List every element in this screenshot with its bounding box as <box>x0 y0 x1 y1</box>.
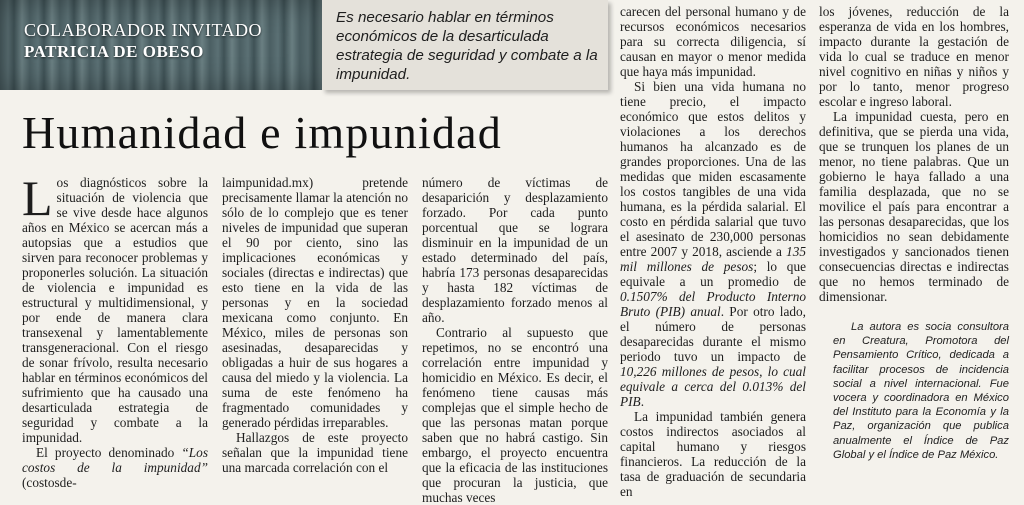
bio-text: La autora es socia consultora en Creatura, Promotora del Pensamiento Crítico, dedicada a facilitar procesos de incidencia social a nivel internacional. Fue vocera y coordinadora en México del Instituto para la Economía y la Paz, organización que publica anualmente el Índice de Paz Global y el Índice de Paz México. <box>833 321 1009 461</box>
pull-quote-box <box>322 0 608 90</box>
article-column-3 <box>422 175 608 505</box>
author-name: PATRICIA DE OBESO <box>24 42 204 61</box>
article-column-1 <box>22 170 208 490</box>
paragraph: La impunidad cuesta, pero en definitiva, que se pierda una vida, que se trunquen los planes de un menor, no tiene palabras. Que un gobierno le haya fallado a una familia desplazada, que no se movilice el país para encontrar a las personas desaparecidas, que los homicidios no sean debidamente investigados y sancionados tienen consecuencias directas e indirectas que no hemos terminado de dimensionar. <box>819 109 1009 304</box>
drop-cap: L <box>22 170 53 226</box>
paragraph-text: El proyecto denominado <box>36 445 182 460</box>
article-column-4 <box>620 4 806 499</box>
paragraph: laimpunidad.mx) pretende precisamente llamar la atención no sólo de lo complejo que es tener niveles de impunidad que superan el 90 por ciento, sino las implicaciones económicas y sociales (directas e indirectas) que esto tiene en la vida de las personas y en la sociedad mexicana como conjunto. En México, miles de personas son asesinadas, desaparecidas y obligadas a huir de sus hogares a causa del miedo y la violencia. La suma de este fenómeno ha fragmentado comunidades y generado pérdidas irreparables. <box>222 175 408 430</box>
highlight-figure: 135 mil millones de pesos <box>620 244 806 274</box>
article-column-5 <box>819 4 1009 304</box>
project-title: “Los costos de la impunidad” <box>22 445 208 475</box>
pull-quote: Es necesario hablar en términos económicos de la desarticulada estrategia de seguridad y combate a la impunidad. <box>336 9 598 83</box>
paragraph: los jóvenes, reducción de la esperanza de vida en los hombres, impacto durante la gestación de vida lo cual se traduce en menor nivel cognitivo en niñas y niños y por lo tanto, menor progreso escolar e ingreso laboral. <box>819 4 1009 109</box>
article-headline: Humanidad e impunidad <box>22 107 502 158</box>
paragraph: carecen del personal humano y de recursos económicos necesarios para su correcta diligencia, sí causan en mayor o menor medida que haya más impunidad. <box>620 4 806 79</box>
paragraph <box>22 445 208 490</box>
paragraph: Contrario al supuesto que repetimos, no se encontró una correlación entre impunidad y homicidio en México. Es decir, el fenómeno tiene causas más complejas que el simple hecho de que las personas matan porque saben que no habrá castigo. Sin embargo, el proyecto encuentra que la eficacia de las instituciones que procuran la justicia, que muchas veces <box>422 325 608 505</box>
paragraph-text: . <box>640 394 645 409</box>
article-column-2 <box>222 175 408 475</box>
paragraph: número de víctimas de desaparición y desplazamiento forzado. Por cada punto porcentual que se lograra disminuir en la impunidad de un estado determinado del país, habría 173 personas desaparecidas y hasta 182 víctimas de desplazamiento forzado menos al año. <box>422 175 608 325</box>
author-bio <box>833 320 1009 462</box>
paragraph <box>620 79 806 409</box>
paragraph-text: . Por otro lado, el número de personas desaparecidas durante el mismo periodo tuvo un impacto de <box>620 304 806 364</box>
paragraph: La impunidad también genera costos indirectos asociados al capital humano y riesgos financieros. La reducción de la tasa de graduación de secundaria en <box>620 409 806 499</box>
highlight-figure: 0.1507% del Producto Interno Bruto (PIB) anual <box>620 289 806 319</box>
section-banner <box>0 0 322 90</box>
paragraph-text: (costosde- <box>22 475 77 490</box>
paragraph: Hallazgos de este proyecto señalan que la impunidad tiene una marcada correlación con el <box>222 430 408 475</box>
highlight-figure: 10,226 millones de pesos, lo cual equivale a cerca del 0.013% del PIB <box>620 364 806 409</box>
paragraph-text: os diagnósticos sobre la situación de violencia que se vive desde hace algunos años en México se acercan más a autopsias que a estudios que sirven para reconocer problemas y proponerles solución. La situación de violencia e impunidad es estructural y multidimensional, y por ende de manera clara transexenal y lamentablemente transgeneracional. Con el riesgo de sonar frívolo, resulta necesario hablar en términos económicos del sufrimiento que ha causado una desarticulada estrategia de seguridad y combate a la impunidad. <box>22 175 208 445</box>
section-label: COLABORADOR INVITADO <box>24 20 263 40</box>
paragraph-text: Si bien una vida humana no tiene precio, el impacto económico que estos delitos y violaciones a los derechos humanos ha alcanzado es de grandes proporciones. Una de las medidas que miden escasamente los costos tangibles de una vida humana, es la pérdida salarial. El costo en pérdida salarial que tuvo el asesinato de 230,000 personas entre 2007 y 2018, asciende a <box>620 79 806 259</box>
paragraph <box>22 170 208 445</box>
paragraph-text: ; lo que equivale a un promedio de <box>620 259 806 289</box>
